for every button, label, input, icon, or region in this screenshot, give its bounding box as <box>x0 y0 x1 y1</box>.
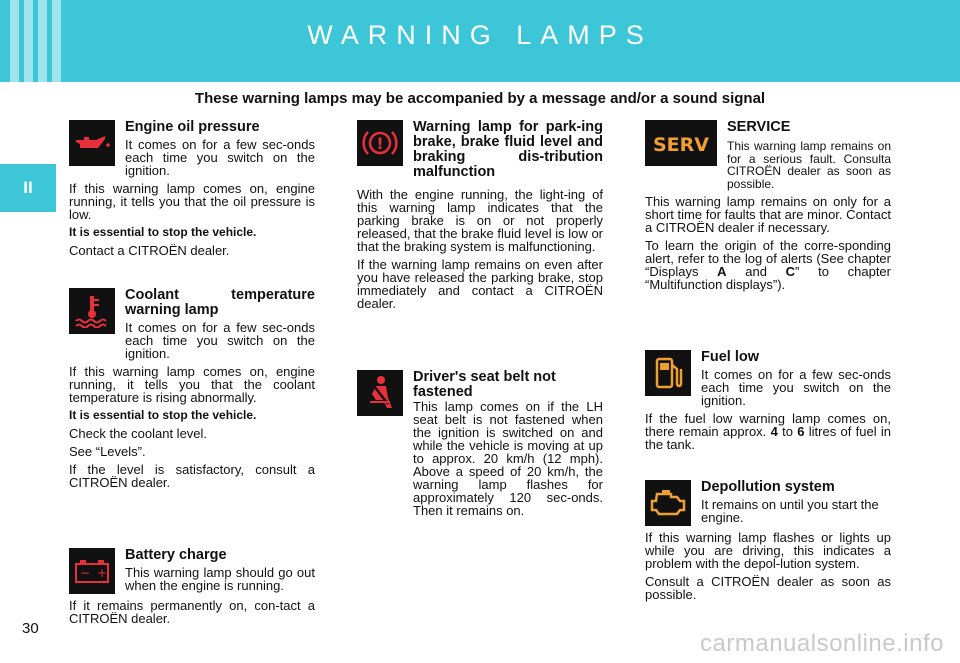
coolant-warning: It is essential to stop the vehicle. <box>69 408 257 422</box>
seatbelt-text-1: This lamp comes on if the LH seat belt is not fastened when the ignition is switched on and while the vehicle is moving at up to approx. 20 km/h (12 mph). Above a speed of 20 km/h, the warning lamp flashes for approximately 120 sec-onds. Then it remains on. <box>413 399 603 518</box>
battery-section <box>69 548 315 625</box>
brake-glyph: ! <box>376 134 384 153</box>
page-subtitle: These warning lamps may be accompanied by a message and/or a sound signal <box>194 90 766 107</box>
depollution-text-1: It remains on until you start the engine. <box>701 497 879 525</box>
fuel-title: Fuel low <box>701 349 759 365</box>
oil-pressure-section <box>69 120 315 257</box>
brake-text-2: If the warning lamp remains on even after you have released the parking brake, stop immediately and contact a CITROËN dealer. <box>357 257 603 311</box>
coolant-text-5: If the level is satisfactory, consult a CITROËN dealer. <box>69 462 315 490</box>
seatbelt-title: Driver's seat belt not fastened <box>413 369 556 400</box>
service-text-3: To learn the origin of the corre-sponding alert, refer to the log of alerts (See chapter “Displays A and C” to chapter “Multifunction displays”). <box>645 238 891 292</box>
seatbelt-icon <box>357 370 403 416</box>
depollution-section <box>645 480 891 601</box>
depollution-text-2: If this warning lamp flashes or lights up while you are driving, this indicates a problem with the depol-lution system. <box>645 530 891 571</box>
coolant-section <box>69 288 315 489</box>
service-text-2: This warning lamp remains on only for a short time for faults that are minor. Contact a CITROËN dealer if necessary. <box>645 194 891 235</box>
battery-minus: − <box>80 566 91 580</box>
page-number: 30 <box>22 620 39 637</box>
service-section <box>645 120 891 291</box>
coolant-title: Coolant temperature warning lamp <box>125 287 315 318</box>
depollution-title: Depollution system <box>701 479 835 495</box>
seatbelt-section <box>357 370 603 517</box>
service-title: SERVICE <box>727 119 791 135</box>
battery-icon <box>69 548 115 594</box>
brake-title: Warning lamp for park-ing brake, brake fluid level and braking dis-tribution malfunction <box>413 119 603 180</box>
depollution-text-3: Consult a CITROËN dealer as soon as possible. <box>645 574 891 602</box>
oil-text-1: It comes on for a few sec-onds each time you switch on the ignition. <box>125 137 315 178</box>
engine-check-icon <box>645 480 691 526</box>
header-bar <box>0 0 960 82</box>
oil-text-3: Contact a CITROËN dealer. <box>69 243 230 258</box>
coolant-text-3: Check the coolant level. <box>69 426 208 441</box>
coolant-text-1: It comes on for a few sec-onds each time you switch on the ignition. <box>125 320 315 361</box>
coolant-text-2: If this warning lamp comes on, engine running, it tells you that the coolant temperature is rising abnormally. <box>69 364 315 405</box>
service-text-1: This warning lamp remains on for a serious fault. Consulta CITROËN dealer as soon as possible. <box>727 139 891 191</box>
fuel-section <box>645 350 891 451</box>
battery-text-2: If it remains permanently on, con-tact a CITROËN dealer. <box>69 598 315 626</box>
fuel-text-1: It comes on for a few sec-onds each time you switch on the ignition. <box>701 367 891 408</box>
oil-can-icon <box>69 120 115 166</box>
oil-warning: It is essential to stop the vehicle. <box>69 225 257 239</box>
oil-text-2: If this warning lamp comes on, engine running, it tells you that the oil pressure is low. <box>69 181 315 222</box>
coolant-temperature-icon <box>69 288 115 334</box>
brake-section <box>357 120 603 310</box>
serv-icon <box>645 120 717 166</box>
battery-title: Battery charge <box>125 547 227 563</box>
serv-icon-text: SERV <box>653 134 709 156</box>
brake-text-1: With the engine running, the light-ing of this warning lamp indicates that the parking brake is on or not properly released, that the brake fluid level is low or that the braking system is malfunctioning. <box>357 187 603 254</box>
fuel-pump-icon <box>645 350 691 396</box>
battery-text-1: This warning lamp should go out when the engine is running. <box>125 565 315 593</box>
page-title: WARNING LAMPS <box>307 20 653 50</box>
fuel-text-2: If the fuel low warning lamp comes on, there remain approx. 4 to 6 litres of fuel in the tank. <box>645 411 891 452</box>
battery-plus: + <box>97 566 108 580</box>
watermark: carmanualsonline.info <box>700 630 944 657</box>
coolant-text-4: See “Levels”. <box>69 444 146 459</box>
brake-warning-icon <box>357 120 403 166</box>
oil-title: Engine oil pressure <box>125 119 260 135</box>
chapter-tab[interactable]: II <box>0 164 56 212</box>
